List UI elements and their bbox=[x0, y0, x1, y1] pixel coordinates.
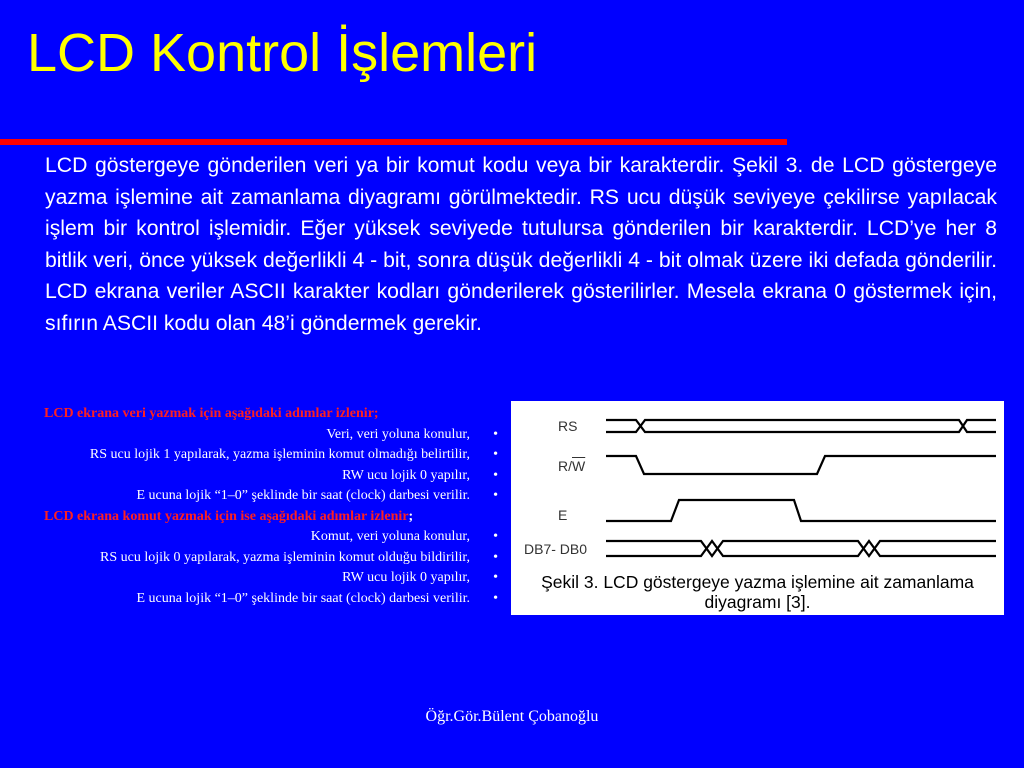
command-heading-text: LCD ekrana komut yazmak için ise aşağıdaki adımlar izlenir bbox=[44, 508, 409, 524]
bullet-icon: • bbox=[493, 447, 498, 462]
data-steps-heading: LCD ekrana veri yazmak için aşağıdaki adımlar izlenir; bbox=[44, 406, 379, 421]
caption-line-2: diyagramı [3]. bbox=[704, 592, 811, 612]
step-text: E ucuna lojik “1–0” şeklinde bir saat (clock) darbesi verilir. bbox=[136, 488, 470, 503]
intro-paragraph: LCD göstergeye gönderilen veri ya bir komut kodu veya bir karakterdir. Şekil 3. de LCD göstergeye yazma işlemine ait zamanlama diyagramı görülmektedir. RS ucu düşük seviyeye çekilirse yapılacak işlem bir kontrol işlemidir. Eğer yüksek seviyede tutulursa gönderilen bir karakterdir. LCD’ye her 8 bitlik veri, önce yüksek değerlikli 4 - bit, sonra düşük değerlikli 4 - bit olmak üzere iki defada gönderilir. LCD ekrana veriler ASCII karakter kodları gönderilerek gösterilirler. Mesela ekrana 0 göstermek için, sıfırın ASCII kodu olan 48’i göndermek gerekir. bbox=[45, 154, 997, 335]
signal-label-rs: RS bbox=[558, 418, 578, 434]
step-text: RS ucu lojik 0 yapılarak, yazma işleminin komut olduğu bildirilir, bbox=[99, 549, 470, 565]
rs-waveform bbox=[606, 420, 691, 432]
e-waveform bbox=[606, 500, 996, 521]
author-footer: Öğr.Gör.Bülent Çobanoğlu bbox=[425, 708, 599, 725]
command-steps-heading bbox=[44, 507, 454, 528]
bullet-icon: • bbox=[493, 488, 498, 503]
data-bus-waveform-top bbox=[606, 541, 996, 556]
signal-label-e: E bbox=[558, 507, 568, 523]
command-step-item bbox=[44, 548, 500, 569]
step-text: RW ucu lojik 0 yapılır, bbox=[342, 467, 470, 483]
figure-caption bbox=[511, 572, 1004, 612]
step-text: RS ucu lojik 1 yapılarak, yazma işleminin komut olmadığı belirtilir, bbox=[89, 447, 470, 462]
steps-list bbox=[44, 404, 500, 609]
bullet-icon: • bbox=[493, 570, 498, 585]
command-step-item bbox=[44, 589, 500, 610]
command-step-item bbox=[44, 568, 500, 589]
data-step-item bbox=[44, 425, 500, 446]
data-step-item bbox=[44, 445, 500, 466]
bullet-icon: • bbox=[493, 529, 498, 544]
rs-waveform-tail bbox=[691, 420, 996, 432]
signal-label-data-bus: DB7- DB0 bbox=[524, 541, 588, 557]
bullet-icon: • bbox=[493, 549, 498, 565]
step-text: RW ucu lojik 0 yapılır, bbox=[342, 570, 470, 585]
bullet-icon: • bbox=[493, 590, 498, 606]
command-heading-end: ; bbox=[408, 508, 414, 524]
data-bus-waveform-bottom bbox=[606, 541, 996, 556]
rw-waveform bbox=[606, 456, 996, 474]
rs-waveform-tail-low bbox=[691, 420, 996, 432]
data-step-item bbox=[44, 466, 500, 487]
step-text: Komut, veri yoluna konulur, bbox=[310, 529, 470, 544]
command-step-item bbox=[44, 527, 500, 548]
title-underline bbox=[0, 139, 787, 145]
caption-line-1: Şekil 3. LCD göstergeye yazma işlemine ait zamanlama bbox=[541, 572, 974, 592]
rs-waveform-low bbox=[606, 420, 691, 432]
signal-label-rw: $R/\overline{W}$ bbox=[558, 458, 586, 474]
timing-diagram-figure bbox=[511, 401, 1004, 615]
step-text: E ucuna lojik “1–0” şeklinde bir saat (clock) darbesi verilir. bbox=[136, 590, 470, 606]
bullet-icon: • bbox=[493, 467, 498, 483]
write-bar-symbol: $\overline{W}$ bbox=[572, 458, 586, 474]
step-text: Veri, veri yoluna konulur, bbox=[326, 426, 470, 442]
bullet-icon: • bbox=[493, 426, 498, 442]
data-step-item bbox=[44, 486, 500, 507]
slide-title: LCD Kontrol İşlemleri bbox=[27, 23, 538, 83]
